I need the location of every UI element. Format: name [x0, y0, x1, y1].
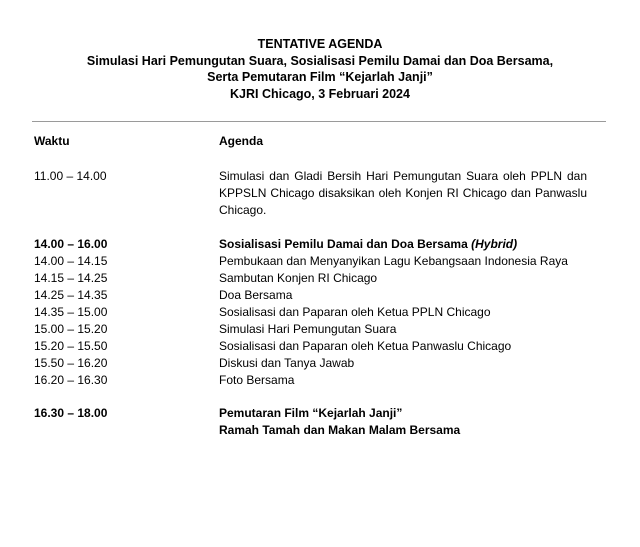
item-description: Doa Bersama: [219, 288, 293, 302]
item-description: Sambutan Konjen RI Chicago: [219, 271, 378, 285]
item-time: 14.25 – 14.35: [34, 288, 108, 302]
item-description: Simulasi Hari Pemungutan Suara: [219, 322, 397, 336]
session-time: 16.30 – 18.00: [34, 406, 108, 420]
session-time: 11.00 – 14.00: [34, 169, 107, 183]
item-description: Sosialisasi dan Paparan oleh Ketua Panwaslu Chicago: [219, 339, 512, 353]
session-title-mode: (Hybrid): [471, 237, 518, 251]
session-time: 14.00 – 16.00: [34, 237, 108, 251]
event-title: Simulasi Hari Pemungutan Suara, Sosialisasi Pemilu Damai dan Doa Bersama,: [86, 53, 554, 68]
session-title: Ramah Tamah dan Makan Malam Bersama: [219, 423, 461, 437]
column-header-time: Waktu: [34, 134, 70, 148]
item-time: 15.20 – 15.50: [34, 339, 108, 353]
session-title: [219, 236, 587, 253]
item-description: Diskusi dan Tanya Jawab: [219, 356, 355, 370]
event-location-date: KJRI Chicago, 3 Februari 2024: [230, 86, 410, 101]
event-subtitle: Serta Pemutaran Film “Kejarlah Janji”: [207, 70, 433, 84]
session-description: Simulasi dan Gladi Bersih Hari Pemungutan Suara oleh PPLN dan KPPSLN Chicago disaksikan oleh Konjen RI Chicago dan Panwaslu Chicago.: [219, 169, 587, 217]
item-time: 16.20 – 16.30: [34, 373, 108, 387]
item-time: 14.00 – 14.15: [34, 254, 108, 268]
session-title: Pemutaran Film “Kejarlah Janji”: [219, 406, 403, 420]
session-title-text: Sosialisasi Pemilu Damai dan Doa Bersama: [219, 237, 472, 251]
header-divider: [32, 121, 606, 122]
item-time: 15.00 – 15.20: [34, 322, 108, 336]
item-description: Pembukaan dan Menyanyikan Lagu Kebangsaan Indonesia Raya: [219, 254, 568, 268]
column-header-agenda: Agenda: [219, 134, 264, 148]
item-time: 15.50 – 16.20: [34, 356, 108, 370]
agenda-header: [0, 36, 640, 102]
item-description: Foto Bersama: [219, 373, 295, 387]
document-title: TENTATIVE AGENDA: [257, 37, 383, 51]
item-time: 14.15 – 14.25: [34, 271, 108, 285]
item-time: 14.35 – 15.00: [34, 305, 108, 319]
item-description: Sosialisasi dan Paparan oleh Ketua PPLN Chicago: [219, 305, 491, 319]
